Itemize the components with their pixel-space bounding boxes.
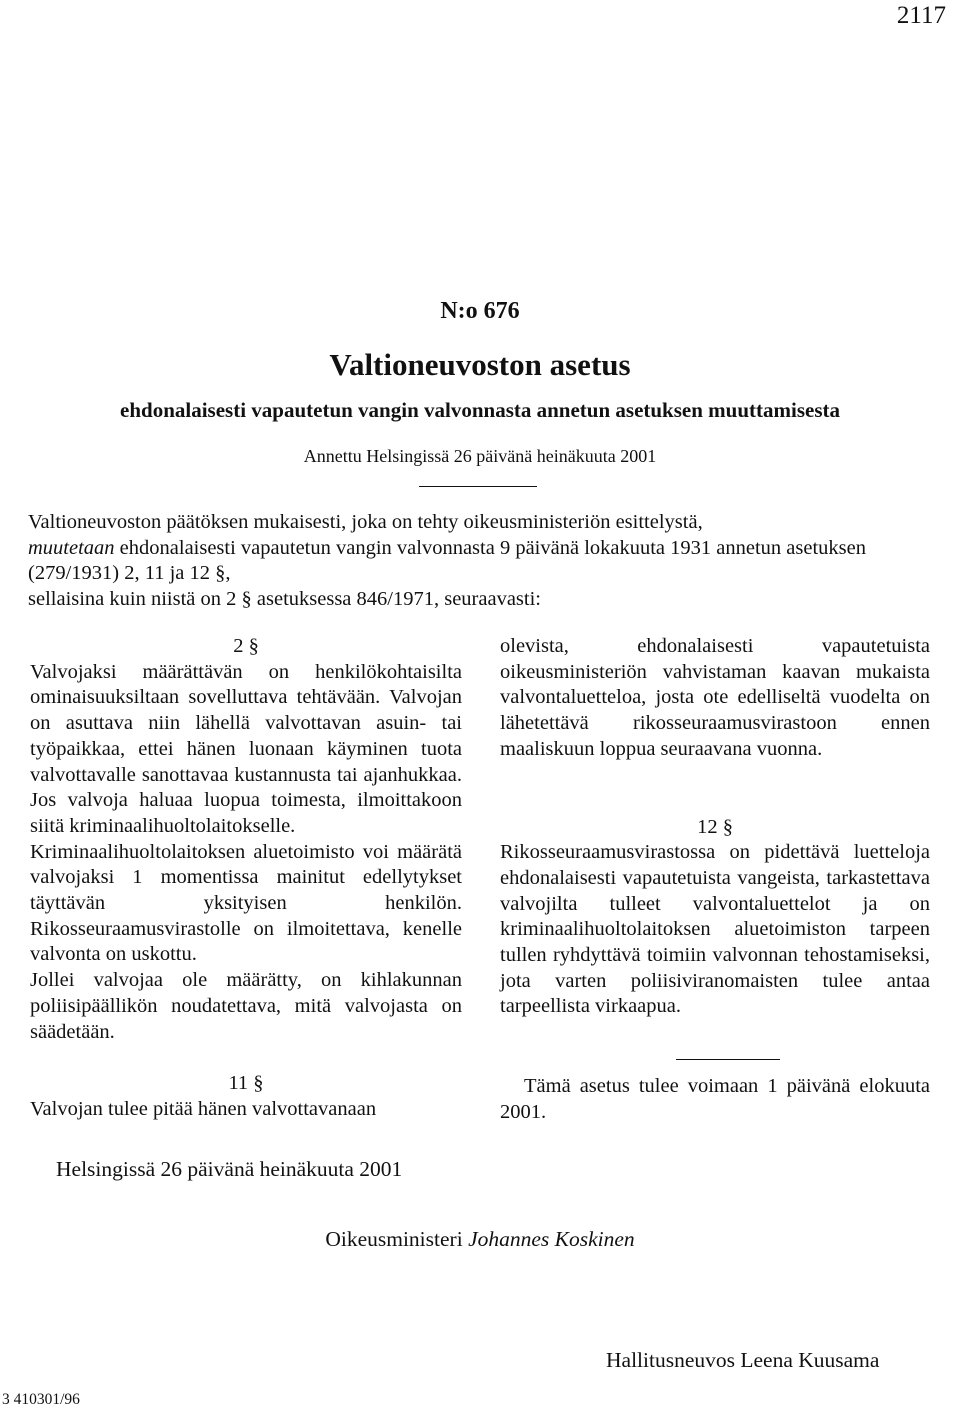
section-11-paragraph-cont: olevista, ehdonalaisesti vapautetuista oikeusministeriön vahvistaman kaavan mukaista valvontaluetteloa, josta ote edelliseltä vuodelta on lähetettävä rikosseuraamusvirastoon ennen maaliskuun loppua seuraavana vuonna. [500,635,930,760]
minister-name: Johannes Koskinen [468,1227,635,1251]
statute-number: N:o 676 [440,298,520,324]
divider-rule [419,486,537,487]
page-number: 2117 [896,2,946,29]
left-column [30,634,462,1123]
counsellor-signature: Hallitusneuvos Leena Kuusama [606,1348,880,1372]
preamble-line-2-rest: ehdonalaisesti vapautetun vangin valvonnasta 9 päivänä lokakuuta 1931 annetun asetuksen (279/1931) 2, 11 ja 12 §, [28,536,866,584]
entry-into-force [500,1074,930,1125]
preamble [28,510,933,612]
entry-into-force-text: Tämä asetus tulee voimaan 1 päivänä elokuuta 2001. [500,1075,930,1123]
section-2-paragraph-2: Kriminaalihuoltolaitoksen aluetoimisto voi määrätä valvojaksi 1 momentissa mainitut edellytykset täyttävän yksityisen henkilön. Rikosseuraamusvirastolle on ilmoitettava, kenelle valvonta on uskottu. [30,840,462,966]
preamble-line-3: sellaisina kuin niistä on 2 § asetuksessa 846/1971, seuraavasti: [28,587,541,610]
section-11-heading: 11 § [228,1072,264,1095]
document-title: Valtioneuvoston asetus [329,347,631,382]
section-2-paragraph-3: Jollei valvojaa ole määrätty, on kihlakunnan poliisipäällikön noudatettava, mitä valvojasta on säädetään. [30,969,462,1043]
place-date: Helsingissä 26 päivänä heinäkuuta 2001 [56,1157,403,1181]
right-column [500,634,930,1020]
document-subtitle: ehdonalaisesti vapautetun vangin valvonnasta annetun asetuksen muuttamisesta [120,398,840,422]
footer-code: 3 410301/96 [2,1391,80,1408]
preamble-line-2 [28,536,933,587]
section-12-paragraph-1: Rikosseuraamusvirastossa on pidettävä luetteloja ehdonalaisesti vapautetuista vangeista, tarkastettava valvojilta tulleet valvontaluettelot ja on kriminaalihuoltolaitoksen aluetoimiston tarpeen tullen ryhdyttävä toimiin valvonnan tehostamiseksi, jota varten poliisiviranomaisten tulee antaa tarpeellista virkaapua. [500,841,930,1018]
preamble-line-1: Valtioneuvoston päätöksen mukaisesti, joka on tehty oikeusministeriön esittelystä, [28,511,703,533]
minister-title: Oikeusministeri [325,1227,463,1251]
divider-rule-end [676,1059,780,1060]
amend-word: muutetaan [28,536,115,559]
section-11-paragraph-start: Valvojan tulee pitää hänen valvottavanaan [30,1097,377,1120]
section-2-paragraph-1: Valvojaksi määrättävän on henkilökohtaisilta ominaisuuksiltaan sovelluttava tehtävään. Valvojan on asuttava niin lähellä valvottavan asuin- tai työpaikkaa, ettei hänen luonaan käyminen tuota valvottavalle sanottavaa kustannusta tai ajanhukkaa. Jos valvoja haluaa luopua toimesta, ilmoittakoon siitä kriminaalihuoltolaitokselle. [30,660,462,837]
minister-signature [0,1227,960,1252]
section-2-heading: 2 § [233,635,259,657]
section-12-heading: 12 § [697,815,733,838]
given-date: Annettu Helsingissä 26 päivänä heinäkuuta 2001 [303,446,657,466]
